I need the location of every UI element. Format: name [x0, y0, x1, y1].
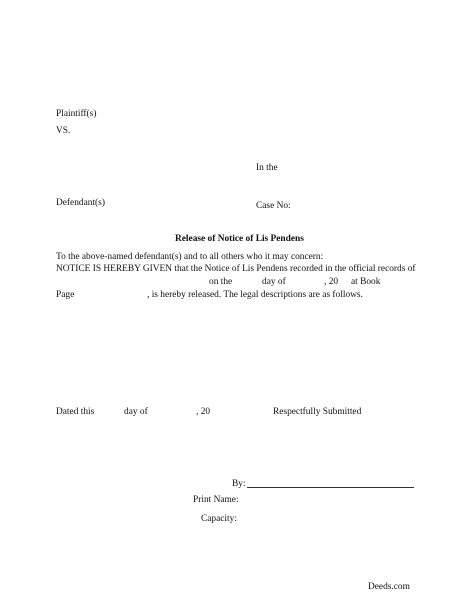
deeds-watermark: Deeds.com: [368, 582, 410, 592]
capacity-label: Capacity:: [201, 514, 237, 524]
notice-year-prefix: , 20: [324, 277, 339, 287]
notice-at-book: at Book: [351, 277, 381, 287]
respectfully-submitted: Respectfully Submitted: [273, 407, 362, 417]
notice-page-label: Page: [56, 290, 75, 300]
dated-this-label: Dated this: [56, 407, 95, 417]
notice-released: , is hereby released. The legal descriptions are as follows.: [147, 290, 363, 300]
notice-on-the: on the: [209, 277, 233, 287]
print-name-label: Print Name:: [193, 495, 239, 505]
dated-year-prefix: , 20: [196, 407, 211, 417]
document-title: Release of Notice of Lis Pendens: [175, 234, 304, 244]
case-no-label: Case No:: [256, 201, 291, 211]
plaintiff-label: Plaintiff(s): [56, 109, 97, 119]
court-label: In the: [256, 163, 278, 173]
dated-day-of: day of: [124, 407, 148, 417]
address-line: To the above-named defendant(s) and to all others who it may concern:: [56, 252, 324, 262]
notice-line-1: NOTICE IS HEREBY GIVEN that the Notice of Lis Pendens recorded in the official records of: [56, 264, 416, 274]
by-label: By:: [232, 479, 246, 489]
notice-day-of: day of: [262, 277, 286, 287]
versus-label: VS.: [56, 126, 71, 136]
defendant-label: Defendant(s): [56, 198, 105, 208]
signature-line: [247, 487, 414, 488]
